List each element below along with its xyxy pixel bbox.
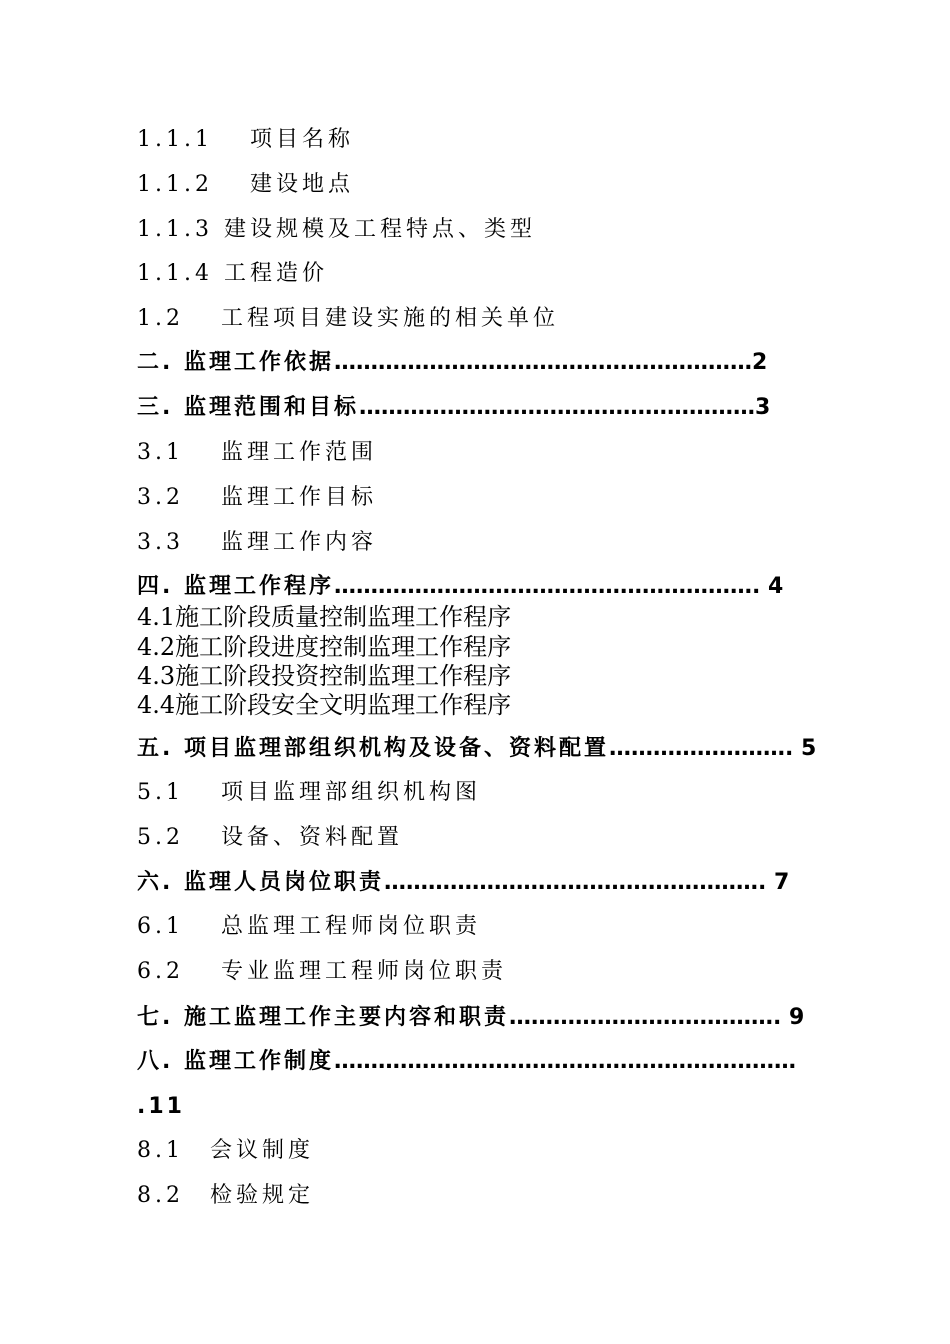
toc-item-1-1-1: 1.1.1 项目名称 bbox=[137, 127, 354, 152]
toc-item-3-1: 3.1 监理工作范围 bbox=[137, 440, 377, 465]
toc-section-3 bbox=[137, 394, 770, 422]
toc-item-4-1: 4.1施工阶段质量控制监理工作程序 bbox=[137, 603, 512, 631]
toc-item-8-1: 8.1 会议制度 bbox=[137, 1138, 314, 1163]
toc-item-1-1-2: 1.1.2 建设地点 bbox=[137, 172, 354, 197]
toc-section-6-leader: ……………………………………………. 7 bbox=[384, 870, 790, 895]
toc-section-3-title: 三. 监理范围和目标 bbox=[137, 395, 360, 420]
toc-section-4-leader: …………………………………………………. 4 bbox=[334, 574, 784, 599]
toc-section-7 bbox=[137, 1004, 804, 1032]
toc-item-1-2: 1.2 工程项目建设实施的相关单位 bbox=[137, 306, 559, 331]
toc-section-2 bbox=[137, 349, 767, 377]
toc-section-8-leader: ……………………………………………………… bbox=[334, 1049, 797, 1074]
toc-section-5 bbox=[137, 735, 816, 763]
toc-section-5-leader: ……………………. 5 bbox=[609, 736, 817, 761]
toc-item-5-2: 5.2 设备、资料配置 bbox=[137, 825, 403, 850]
toc-section-8-title: 八. 监理工作制度 bbox=[137, 1049, 335, 1074]
toc-item-6-1: 6.1 总监理工程师岗位职责 bbox=[137, 914, 481, 939]
toc-section-8-page: .11 bbox=[137, 1094, 185, 1119]
toc-section-8 bbox=[137, 1048, 796, 1076]
toc-section-4-title: 四. 监理工作程序 bbox=[137, 574, 335, 599]
toc-section-6 bbox=[137, 869, 789, 897]
toc-section-2-title: 二. 监理工作依据 bbox=[137, 350, 335, 375]
toc-item-3-2: 3.2 监理工作目标 bbox=[137, 485, 377, 510]
toc-section-2-leader: …………………………………………………2 bbox=[334, 350, 768, 375]
toc-item-6-2: 6.2 专业监理工程师岗位职责 bbox=[137, 959, 507, 984]
toc-item-1-1-4: 1.1.4 工程造价 bbox=[137, 261, 328, 286]
toc-item-3-3: 3.3 监理工作内容 bbox=[137, 530, 377, 555]
toc-section-6-title: 六. 监理人员岗位职责 bbox=[137, 870, 385, 895]
toc-item-4-3: 4.3施工阶段投资控制监理工作程序 bbox=[137, 662, 512, 690]
toc-section-7-leader: ………………………………. 9 bbox=[509, 1005, 805, 1030]
toc-section-3-leader: ………………………………………………3 bbox=[359, 395, 771, 420]
toc-section-5-title: 五. 项目监理部组织机构及设备、资料配置 bbox=[137, 736, 610, 761]
toc-item-4-2: 4.2施工阶段进度控制监理工作程序 bbox=[137, 633, 512, 661]
toc-item-1-1-3: 1.1.3 建设规模及工程特点、类型 bbox=[137, 217, 536, 242]
toc-section-4 bbox=[137, 573, 783, 601]
toc-section-7-title: 七. 施工监理工作主要内容和职责 bbox=[137, 1005, 510, 1030]
toc-item-8-2: 8.2 检验规定 bbox=[137, 1183, 314, 1208]
toc-item-5-1: 5.1 项目监理部组织机构图 bbox=[137, 780, 481, 805]
toc-item-4-4: 4.4施工阶段安全文明监理工作程序 bbox=[137, 691, 512, 719]
